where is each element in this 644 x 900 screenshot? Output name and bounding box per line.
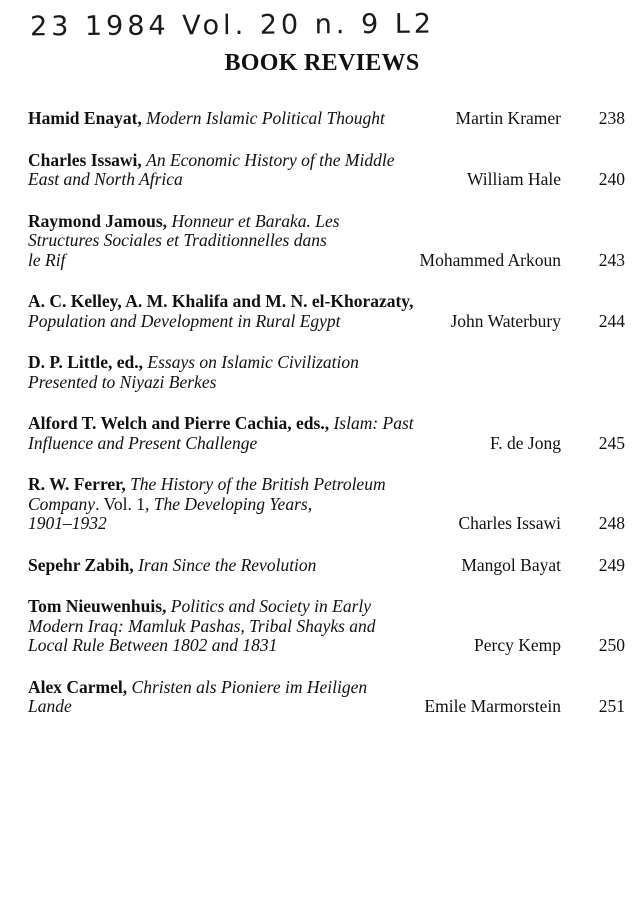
entry-reviewer: Mangol Bayat: [461, 554, 561, 575]
review-entry: [28, 475, 628, 534]
entry-page: 238: [598, 108, 625, 128]
entry-author: Raymond Jamous,: [28, 210, 168, 231]
entry-title: Modern Islamic Political Thought: [146, 108, 385, 128]
entry-years: 1901–1932: [28, 513, 107, 533]
entry-title-cont: East and North Africa: [28, 169, 183, 189]
entry-page: 243: [598, 249, 625, 270]
entry-title: Christen als Pioniere im Heiligen: [131, 676, 368, 697]
entry-reviewer: Percy Kemp: [474, 635, 561, 655]
entry-author: Alex Carmel,: [28, 676, 128, 697]
review-entry: [28, 678, 628, 717]
entry-title-cont: Structures Sociales et Traditionnelles dans: [28, 230, 327, 250]
entry-title: Politics and Society in Early: [170, 596, 372, 616]
entry-page: 245: [598, 432, 625, 453]
entry-page: 240: [598, 169, 625, 189]
entry-title-cont: Influence and Present Challenge: [28, 432, 258, 453]
entry-title-cont: Presented to Niyazi Berkes: [28, 371, 217, 392]
entry-author: A. C. Kelley, A. M. Khalifa and M. N. el-Khorazaty,: [28, 291, 414, 311]
entry-author: D. P. Little, ed.,: [28, 352, 144, 372]
entry-reviewer: Emile Marmorstein: [424, 696, 561, 716]
review-entry: [28, 556, 628, 576]
review-entry: [28, 212, 628, 271]
entry-title-cont: Company: [28, 493, 96, 514]
review-entry: [28, 597, 628, 656]
page-title: BOOK REVIEWS: [224, 50, 420, 76]
entry-author: Hamid Enayat,: [28, 108, 142, 128]
entry-reviewer: Charles Issawi: [458, 513, 561, 533]
entry-title-cont: Lande: [28, 696, 72, 716]
entry-author: Sepehr Zabih,: [28, 554, 134, 575]
review-entry: [28, 151, 628, 190]
entry-title-cont: Local Rule Between 1802 and 1831: [28, 635, 278, 655]
entry-reviewer: John Waterbury: [450, 310, 561, 331]
entry-title: Honneur et Baraka. Les: [171, 210, 340, 231]
handwritten-annotation: 23 1984 Vol. 20 n. 9 L2: [29, 8, 436, 43]
entry-title-cont: Modern Iraq: Mamluk Pashas, Tribal Shayks and: [28, 615, 376, 636]
entry-reviewer: William Hale: [466, 169, 561, 189]
entry-title: Iran Since the Revolution: [138, 554, 317, 575]
entry-reviewer: Mohammed Arkoun: [419, 249, 561, 270]
entry-author: R. W. Ferrer,: [28, 474, 126, 494]
entry-page: 251: [598, 696, 625, 716]
entry-title: Essays on Islamic Civilization: [147, 352, 359, 372]
entry-title: An Economic History of the Middle: [146, 149, 395, 170]
entry-page: 250: [598, 635, 625, 655]
entry-title: Islam: Past: [333, 413, 414, 433]
entry-author: Charles Issawi,: [28, 149, 142, 170]
review-entry: [28, 353, 628, 392]
review-entry: [28, 292, 628, 331]
entry-reviewer: F. de Jong: [489, 432, 561, 453]
entry-author: Tom Nieuwenhuis,: [28, 596, 167, 616]
entry-title: The History of the British Petroleum: [130, 474, 386, 494]
entry-title: Population and Development in Rural Egypt: [28, 310, 341, 331]
entry-subtitle: The Developing Years,: [153, 493, 313, 514]
entry-reviewer: Martin Kramer: [455, 108, 561, 128]
entry-author: Alford T. Welch and Pierre Cachia, eds.,: [28, 413, 330, 433]
entry-title-cont: le Rif: [28, 249, 66, 270]
entry-page: 249: [598, 554, 625, 575]
review-list: [28, 109, 628, 717]
entry-volume: . Vol. 1,: [95, 493, 150, 514]
review-entry: [28, 414, 628, 453]
entry-page: 248: [598, 513, 625, 533]
entry-page: 244: [598, 310, 625, 331]
review-entry: [28, 109, 628, 129]
